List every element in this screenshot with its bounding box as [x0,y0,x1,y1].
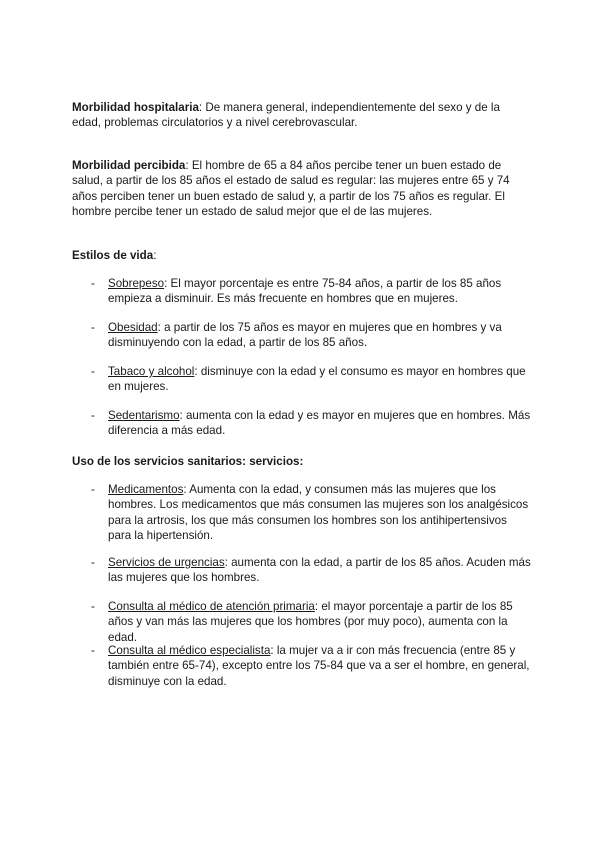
desc-medicamentos: : Aumenta con la edad, y consumen más las mujeres que los hombres. Los medicamentos que más consumen las mujeres son los analgésicos para la artrosis, los que más consumen los hombres son los antihipertensivos para la hipertensión. [108,483,529,543]
paragraph-morbilidad-percibida [72,158,532,220]
list-item-text [108,320,531,351]
text-morbilidad-percibida: : El hombre de 65 a 84 años percibe tener un buen estado de salud, a partir de los 85 años el estado de salud es regular: las mujeres entre 65 y 74 años perciben tener un buen estado de salud y, a partir de los 75 años es regular. El hombre percibe tener un estado de salud mejor que el de las mujeres. [72,159,510,219]
term-sedentarismo: Sedentarismo [108,409,180,422]
term-obesidad: Obesidad [108,321,158,334]
list-item-text [108,482,531,544]
desc-tabaco-alcohol: : disminuye con la edad y el consumo es mayor en hombres que en mujeres. [108,365,526,394]
list-item-atencion-primaria [91,599,531,645]
text-morbilidad-hospitalaria: : De manera general, independientemente del sexo y de la edad, problemas circulatorios y a nivel cerebrovascular. [72,101,500,130]
label-morbilidad-percibida: Morbilidad percibida [72,159,186,172]
heading-estilos-de-vida-colon: : [153,249,157,262]
term-atencion-primaria: Consulta al médico de atención primaria [108,600,315,613]
term-especialista: Consulta al médico especialista [108,644,271,657]
heading-estilos-de-vida-text: Estilos de vida [72,249,154,262]
list-dash: - [91,321,95,334]
list-item-text [108,408,531,439]
list-item-urgencias [91,555,531,586]
list-dash: - [91,644,95,657]
list-dash: - [91,365,95,378]
paragraph-morbilidad-hospitalaria [72,100,532,131]
list-dash: - [91,409,95,422]
list-dash: - [91,483,95,496]
list-item-tabaco-alcohol [91,364,531,395]
list-item-especialista [91,643,531,689]
term-sobrepeso: Sobrepeso [108,277,165,290]
list-item-text [108,599,531,645]
desc-sobrepeso: : El mayor porcentaje es entre 75-84 años, a partir de los 85 años empieza a disminuir. Es más frecuente en hombres que en mujeres. [108,277,502,306]
list-item-text [108,555,531,586]
term-medicamentos: Medicamentos [108,483,184,496]
list-item-text [108,276,531,307]
list-dash: - [91,600,95,613]
list-item-text [108,364,531,395]
heading-uso-servicios: Uso de los servicios sanitarios: servicios: [72,455,304,468]
list-item-obesidad [91,320,531,351]
desc-obesidad: : a partir de los 75 años es mayor en mujeres que en hombres y va disminuyendo con la edad, a partir de los 85 años. [108,321,502,350]
desc-sedentarismo: : aumenta con la edad y es mayor en mujeres que en hombres. Más diferencia a más edad. [108,409,531,438]
term-urgencias: Servicios de urgencias [108,556,225,569]
desc-especialista: : la mujer va a ir con más frecuencia (entre 85 y también entre 65-74), excepto entre los 75-84 que va a ser el hombre, en general, disminuye con la edad. [108,644,530,688]
label-morbilidad-hospitalaria: Morbilidad hospitalaria [72,101,199,114]
term-tabaco-alcohol: Tabaco y alcohol [108,365,195,378]
desc-atencion-primaria: : el mayor porcentaje a partir de los 85 años y van más las mujeres que los hombres (por muy poco), aumenta con la edad. [108,600,513,644]
heading-estilos-de-vida [72,248,156,263]
list-item-text [108,643,531,689]
list-item-sedentarismo [91,408,531,439]
list-dash: - [91,277,95,290]
desc-urgencias: : aumenta con la edad, a partir de los 85 años. Acuden más las mujeres que los hombres. [108,556,531,585]
list-dash: - [91,556,95,569]
list-item-medicamentos [91,482,531,544]
list-item-sobrepeso [91,276,531,307]
